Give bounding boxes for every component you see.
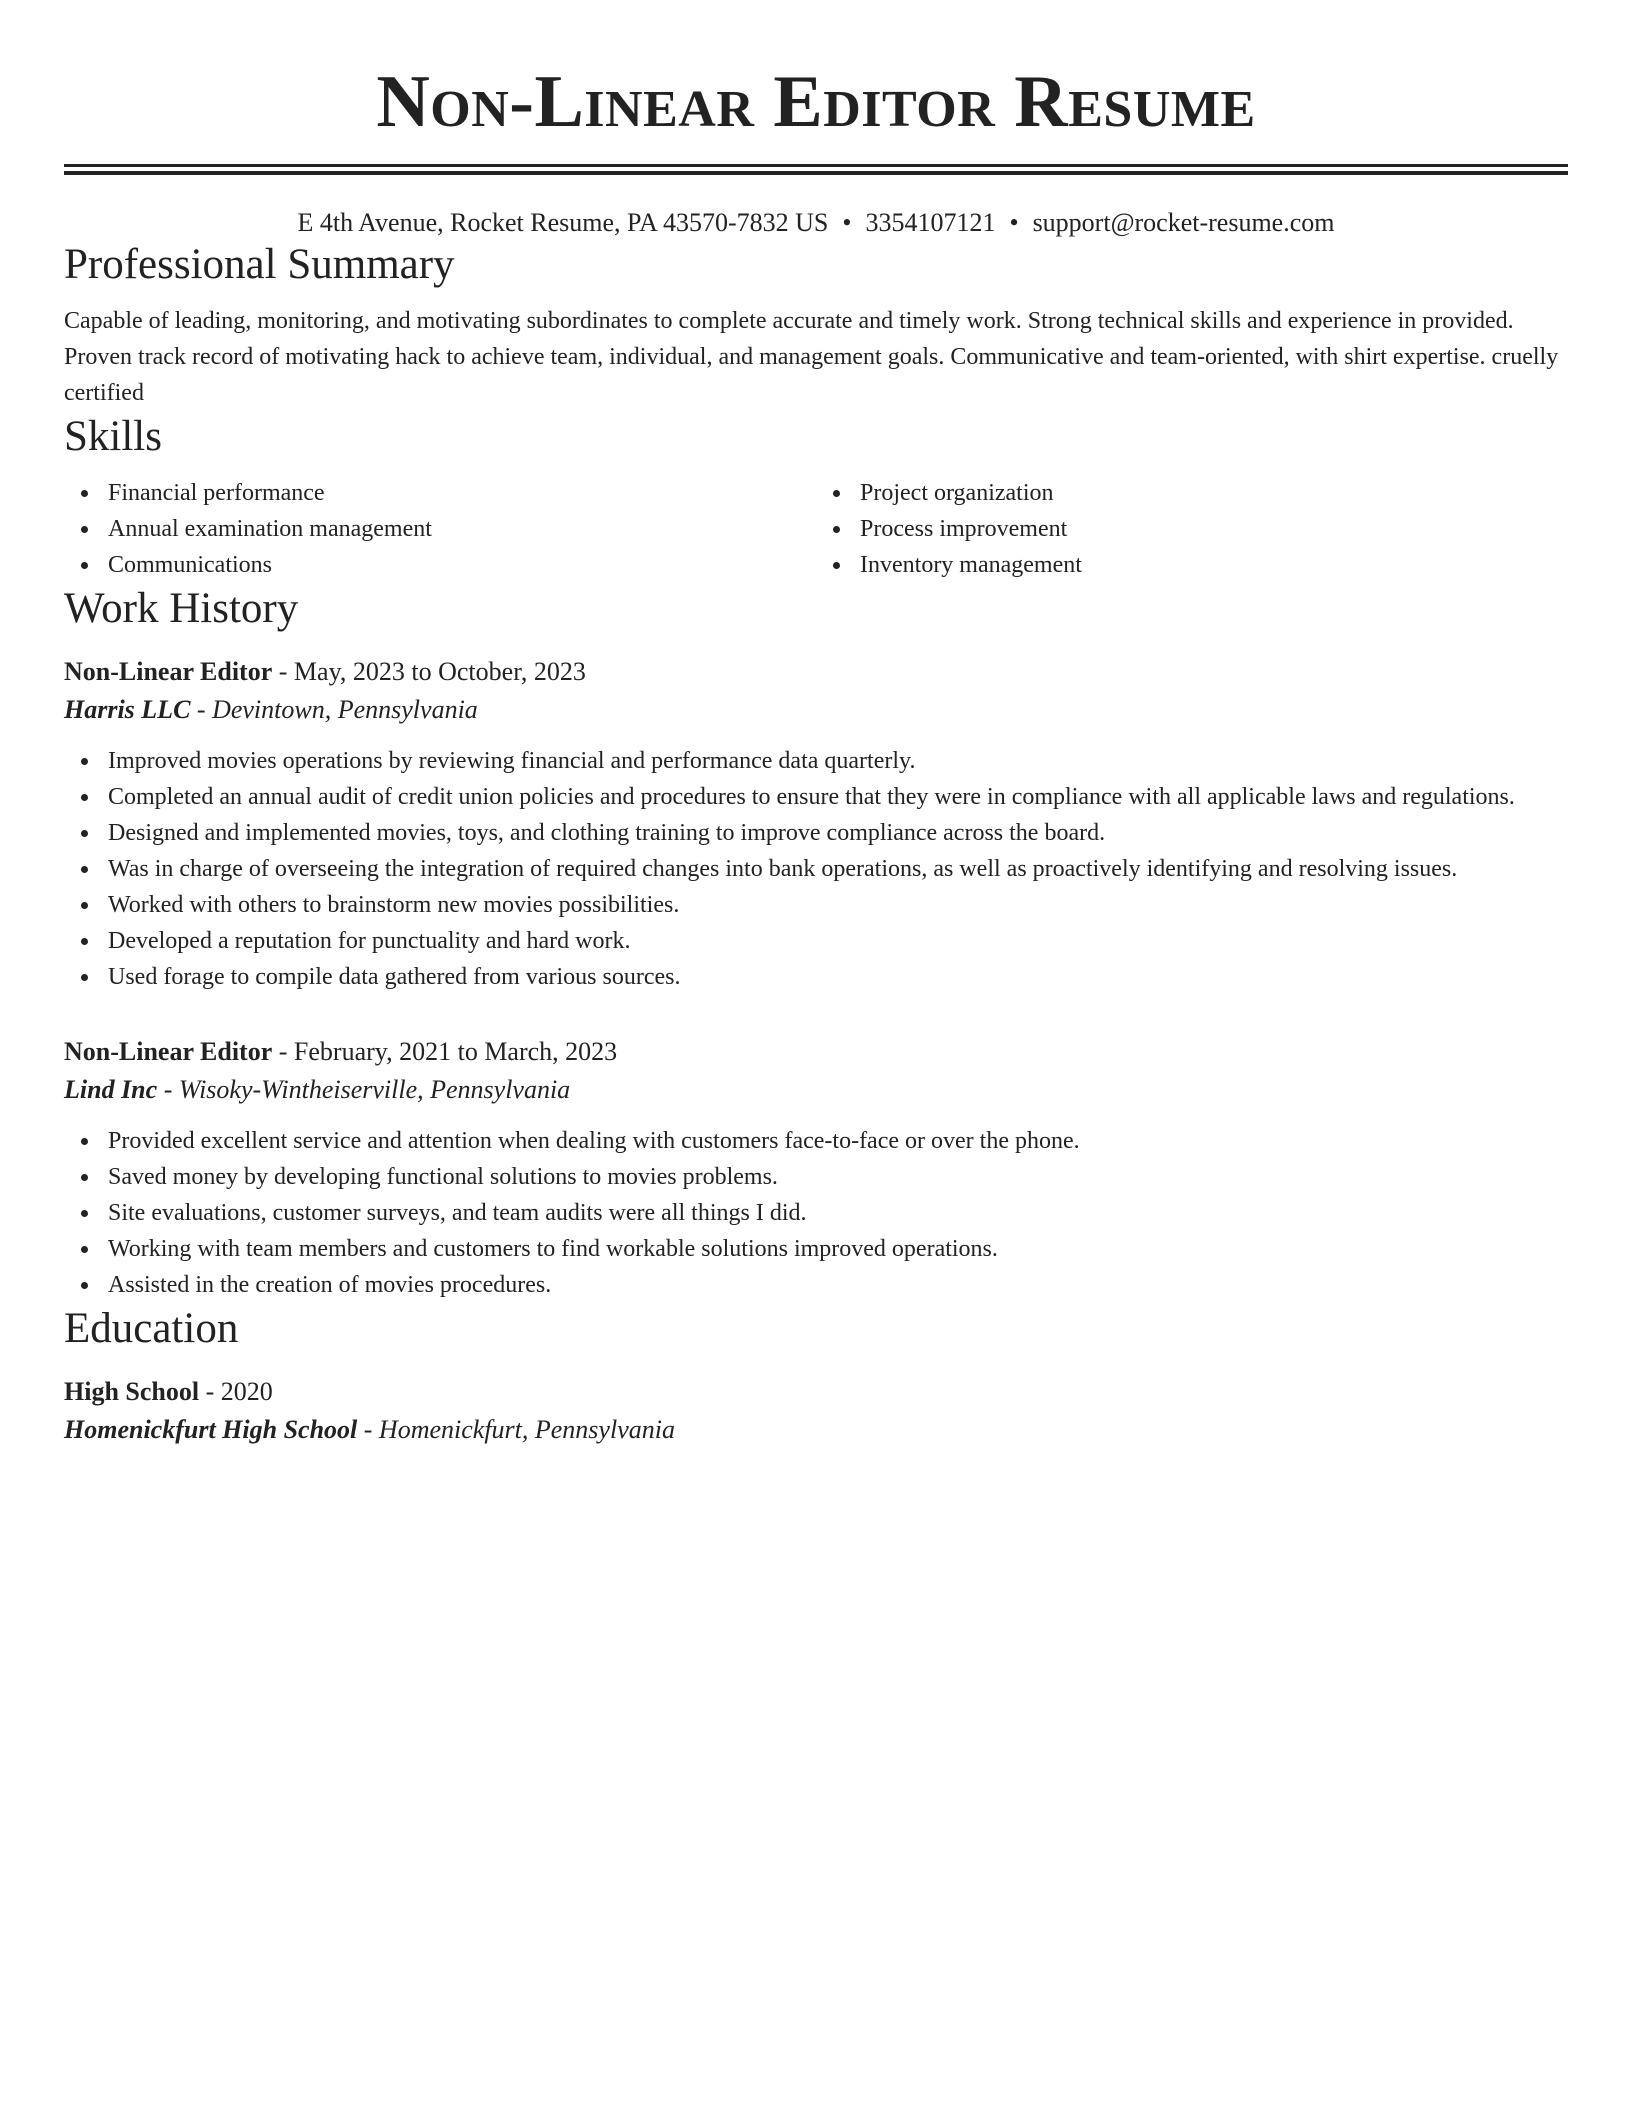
job-bullets bbox=[64, 743, 1568, 995]
title-divider bbox=[64, 164, 1568, 175]
contact-email: support@rocket-resume.com bbox=[1032, 208, 1335, 237]
resume-title: Non-Linear Editor Resume bbox=[376, 61, 1256, 143]
job-dates: - May, 2023 to October, 2023 bbox=[272, 657, 586, 686]
company-line bbox=[64, 1071, 1568, 1109]
job-bullet: Worked with others to brainstorm new movies possibilities. bbox=[108, 887, 1568, 923]
job-bullet: Improved movies operations by reviewing financial and performance data quarterly. bbox=[108, 743, 1568, 779]
job-bullet: Site evaluations, customer surveys, and team audits were all things I did. bbox=[108, 1195, 1568, 1231]
contact-separator: • bbox=[1009, 208, 1019, 237]
contact-line bbox=[64, 207, 1568, 239]
degree-line bbox=[64, 1373, 1568, 1411]
job-bullet: Provided excellent service and attention when dealing with customers face-to-face or over the phone. bbox=[108, 1123, 1568, 1159]
skill-item: Project organization bbox=[860, 475, 1568, 511]
company-name: Lind Inc bbox=[64, 1075, 158, 1104]
job-title-line bbox=[64, 653, 1568, 691]
company-name: Harris LLC bbox=[64, 695, 191, 724]
company-location: - Wisoky-Wintheiserville, Pennsylvania bbox=[157, 1075, 571, 1104]
job-title: Non-Linear Editor bbox=[64, 657, 273, 686]
job-entry bbox=[64, 1033, 1568, 1303]
company-location: - Devintown, Pennsylvania bbox=[190, 695, 478, 724]
graduation-year: - 2020 bbox=[199, 1377, 273, 1406]
school-line bbox=[64, 1411, 1568, 1449]
job-bullet: Used forage to compile data gathered from various sources. bbox=[108, 959, 1568, 995]
contact-address: E 4th Avenue, Rocket Resume, PA 43570-7832 US bbox=[297, 208, 829, 237]
job-bullet: Was in charge of overseeing the integration of required changes into bank operations, as well as proactively identifying and resolving issues. bbox=[108, 851, 1568, 887]
school-name: Homenickfurt High School bbox=[64, 1415, 358, 1444]
job-dates: - February, 2021 to March, 2023 bbox=[272, 1037, 618, 1066]
skill-item: Process improvement bbox=[860, 511, 1568, 547]
contact-phone: 3354107121 bbox=[865, 208, 996, 237]
skill-item: Financial performance bbox=[108, 475, 816, 511]
summary-heading: Professional Summary bbox=[64, 241, 455, 288]
job-title: Non-Linear Editor bbox=[64, 1037, 273, 1066]
skills-column-left bbox=[64, 475, 816, 583]
contact-separator: • bbox=[842, 208, 852, 237]
job-entry bbox=[64, 653, 1568, 995]
skills-list bbox=[64, 475, 1568, 583]
education-entry bbox=[64, 1373, 1568, 1449]
job-bullet: Completed an annual audit of credit union policies and procedures to ensure that they were in compliance with all applicable laws and regulations. bbox=[108, 779, 1568, 815]
summary-text: Capable of leading, monitoring, and motivating subordinates to complete accurate and timely work. Strong technical skills and experience in provided. Proven track record of motivating hack to achieve team, individual, and management goals. Communicative and team-oriented, with shirt expertise. cruelly certified bbox=[64, 308, 1559, 406]
skill-item: Communications bbox=[108, 547, 816, 583]
skill-item: Inventory management bbox=[860, 547, 1568, 583]
skills-column-right bbox=[816, 475, 1568, 583]
education-heading: Education bbox=[64, 1305, 239, 1352]
skill-item: Annual examination management bbox=[108, 511, 816, 547]
school-location: - Homenickfurt, Pennsylvania bbox=[357, 1415, 675, 1444]
degree: High School bbox=[64, 1377, 200, 1406]
job-bullet: Assisted in the creation of movies procedures. bbox=[108, 1267, 1568, 1303]
skills-heading: Skills bbox=[64, 413, 162, 460]
company-line bbox=[64, 691, 1568, 729]
job-bullet: Developed a reputation for punctuality and hard work. bbox=[108, 923, 1568, 959]
job-title-line bbox=[64, 1033, 1568, 1071]
job-bullet: Working with team members and customers to find workable solutions improved operations. bbox=[108, 1231, 1568, 1267]
job-bullet: Designed and implemented movies, toys, and clothing training to improve compliance across the board. bbox=[108, 815, 1568, 851]
job-bullets bbox=[64, 1123, 1568, 1303]
work-history-heading: Work History bbox=[64, 585, 299, 632]
job-bullet: Saved money by developing functional solutions to movies problems. bbox=[108, 1159, 1568, 1195]
